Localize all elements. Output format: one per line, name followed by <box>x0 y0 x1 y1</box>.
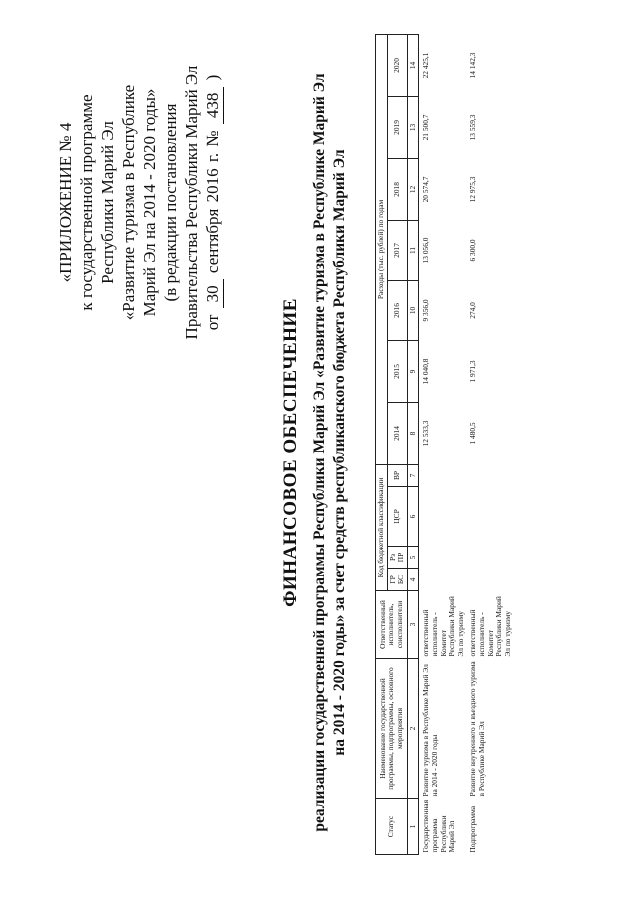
column-number: 10 <box>407 280 419 340</box>
annex-line: «ПРИЛОЖЕНИЕ № 4 <box>56 122 75 283</box>
row-value: 14 040,8 <box>421 358 431 385</box>
date-number: 438 <box>202 87 224 125</box>
header-vr: ВР <box>387 464 407 486</box>
document-title: ФИНАНСОВОЕ ОБЕСПЕЧЕНИЕ <box>280 298 301 607</box>
header-year: 2015 <box>387 340 407 402</box>
header-expenses-group: Расходы (тыс. рублей) по годам <box>376 34 388 464</box>
annex-line: Марий Эл на 2014 - 2020 годы» <box>140 88 159 317</box>
row-value: 13 559,3 <box>468 114 478 141</box>
row-value: 14 142,3 <box>468 52 478 79</box>
header-year: 2020 <box>387 34 407 96</box>
annex-line: к государственной программе <box>77 94 96 311</box>
row-value: 1 480,5 <box>468 422 478 445</box>
row-value: 274,0 <box>468 302 478 319</box>
header-name: Наименование государственной программы, подпрограммы, основного мероприятия <box>376 659 408 799</box>
row-value: 21 500,7 <box>421 114 431 141</box>
row-value: 6 300,0 <box>468 239 478 262</box>
row-vr <box>419 464 466 486</box>
header-year: 2019 <box>387 96 407 158</box>
column-number: 1 <box>407 799 419 855</box>
column-number: 13 <box>407 96 419 158</box>
row-executor: ответственный исполнитель - Комитет Республики Марий Эл по туризму <box>468 596 512 657</box>
column-number: 3 <box>407 591 419 659</box>
annex-date-line <box>202 30 224 375</box>
date-mid: сентября 2016 г. № <box>203 130 222 274</box>
column-number: 5 <box>407 547 419 569</box>
row-gr <box>466 569 513 591</box>
header-rz: Рз ПР <box>387 547 407 569</box>
row-value: 1 971,3 <box>468 360 478 383</box>
title-block <box>280 30 350 875</box>
header-year: 2018 <box>387 158 407 220</box>
date-day: 30 <box>202 279 224 308</box>
row-value: 12 975,3 <box>468 176 478 203</box>
header-executor: Ответственный исполнитель, соисполнители <box>376 591 408 659</box>
column-number-row <box>407 34 419 854</box>
row-executor: ответственный исполнитель - Комитет Республики Марий Эл по туризму <box>421 596 465 657</box>
table-row <box>466 34 513 854</box>
document-subtitle-line-2: на 2014 - 2020 годы» за счет средств республиканского бюджета Республики Марий Эл <box>331 149 348 756</box>
date-suffix: ) <box>203 74 222 81</box>
column-number: 4 <box>407 569 419 591</box>
date-prefix: от <box>203 314 222 331</box>
row-status: Подпрограмма <box>468 805 478 853</box>
header-status: Статус <box>376 799 408 855</box>
annex-line: (в редакции постановления <box>161 103 180 302</box>
column-number: 14 <box>407 34 419 96</box>
row-value: 13 056,0 <box>421 237 431 264</box>
table-row <box>419 34 466 854</box>
row-value: 9 356,0 <box>421 299 431 322</box>
annex-header <box>55 30 224 375</box>
row-csr <box>466 487 513 547</box>
column-number: 7 <box>407 464 419 486</box>
annex-line: Правительства Республики Марий Эл <box>182 65 201 340</box>
row-value: 22 425,1 <box>421 52 431 79</box>
annex-line: Республики Марий Эл <box>98 121 117 284</box>
column-number: 6 <box>407 487 419 547</box>
annex-line: «Развитие туризма в Республике <box>119 84 138 321</box>
header-gr: ГР БС <box>387 569 407 591</box>
document-subtitle-line-1: реализации государственной программы Республики Марий Эл «Развитие туризма в Республике Марий Эл <box>311 73 328 832</box>
header-year: 2017 <box>387 220 407 280</box>
column-number: 8 <box>407 402 419 464</box>
row-csr <box>419 487 466 547</box>
row-name: Развитие внутреннего и въездного туризма в Республике Марий Эл <box>468 661 486 797</box>
row-rz <box>419 547 466 569</box>
row-status: Государственная программа Республики Марий Эл <box>421 800 457 853</box>
header-year: 2016 <box>387 280 407 340</box>
column-number: 12 <box>407 158 419 220</box>
row-value: 12 533,3 <box>421 420 431 447</box>
header-year: 2014 <box>387 402 407 464</box>
row-vr <box>466 464 513 486</box>
financing-table <box>375 34 513 855</box>
row-gr <box>419 569 466 591</box>
column-number: 2 <box>407 659 419 799</box>
row-value: 20 574,7 <box>421 176 431 203</box>
column-number: 9 <box>407 340 419 402</box>
row-name: Развитие туризма в Республике Марий Эл на 2014 - 2020 годы <box>421 664 439 797</box>
header-csr: ЦСР <box>387 487 407 547</box>
header-code-group: Код бюджетной классификации <box>376 464 388 590</box>
column-number: 11 <box>407 220 419 280</box>
table-header-row <box>376 34 388 854</box>
row-rz <box>466 547 513 569</box>
